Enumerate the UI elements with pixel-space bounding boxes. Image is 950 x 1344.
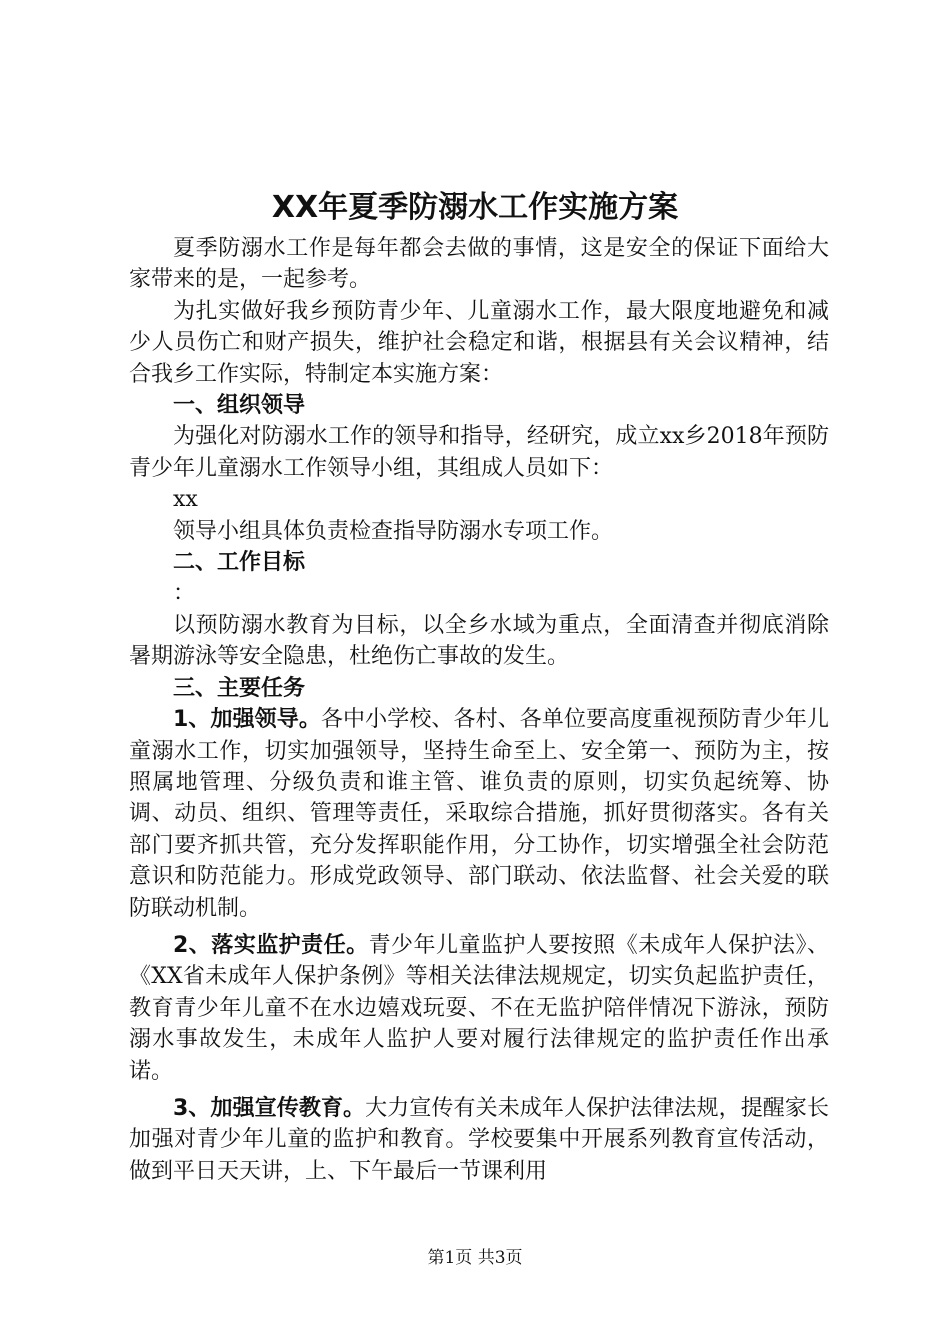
section2-colon: ：: [173, 581, 196, 607]
task-1-text: 各中小学校、各村、各单位要高度重视预防青少年儿童溺水工作，切实加强领导，坚持生命至上、安全第一、预防为主，按照属地管理、分级负责和谁主管、谁负责的原则，切实负起统筹、协调、动员、组织、管理等责任，采取综合措施，抓好贯彻落实。各有关部门要齐抓共管，充分发挥职能作用，分工协作，切实增强全社会防范意识和防范能力。形成党政领导、部门联动、依法监督、社会关爱的联防联动机制。: [129, 707, 829, 921]
page-footer: 第1页 共3页: [427, 1248, 523, 1268]
purpose-paragraph: 为扎实做好我乡预防青少年、儿童溺水工作，最大限度地避免和减少人员伤亡和财产损失，维护社会稳定和谐，根据县有关会议精神，结合我乡工作实际，特制定本实施方案：: [129, 298, 829, 387]
section-heading-organization: 一、组织领导: [173, 393, 306, 419]
section1-paragraph-1: 为强化对防溺水工作的领导和指导，经研究，成立xx乡2018年预防青少年儿童溺水工作领导小组，其组成人员如下：: [129, 424, 829, 481]
task-3-lead: 3、加强宣传教育。: [173, 1095, 366, 1121]
intro-paragraph: 夏季防溺水工作是每年都会去做的事情，这是安全的保证下面给大家带来的是，一起参考。: [129, 236, 829, 293]
section-heading-tasks: 三、主要任务: [173, 675, 306, 701]
section2-paragraph-1: 以预防溺水教育为目标，以全乡水域为重点，全面清查并彻底消除暑期游泳等安全隐患，杜绝伤亡事故的发生。: [129, 612, 829, 670]
section1-paragraph-2: xx: [173, 487, 198, 513]
task-1-paragraph: [129, 704, 829, 924]
task-2-paragraph: [129, 930, 829, 1087]
task-3-text: 大力宣传有关未成年人保护法律法规，提醒家长加强对青少年儿童的监护和教育。学校要集中开展系列教育宣传活动，做到平日天天讲，上、下午最后一节课利用: [129, 1095, 829, 1184]
section-heading-goals: 二、工作目标: [173, 550, 306, 576]
task-2-text: 青少年儿童监护人要按照《未成年人保护法》、《XX省未成年人保护条例》等相关法律法规规定，切实负起监护责任，教育青少年儿童不在水边嬉戏玩耍、不在无监护陪伴情况下游泳，预防溺水事故发生，未成年人监护人要对履行法律规定的监护责任作出承诺。: [129, 932, 829, 1084]
document-body: [129, 233, 829, 1187]
task-2-lead: 2、落实监护责任。: [173, 932, 369, 958]
task-3-paragraph: [129, 1093, 829, 1187]
task-1-lead: 1、加强领导。: [173, 707, 321, 733]
section1-paragraph-3: 领导小组具体负责检查指导防溺水专项工作。: [173, 518, 614, 544]
document-title: XX年夏季防溺水工作实施方案: [271, 190, 679, 225]
